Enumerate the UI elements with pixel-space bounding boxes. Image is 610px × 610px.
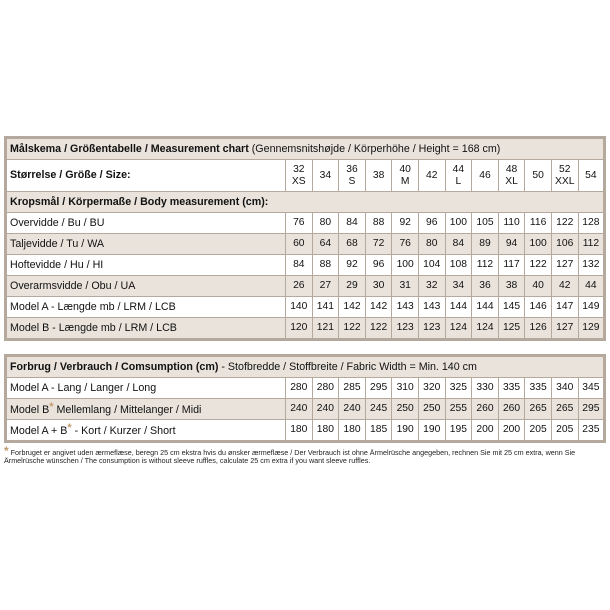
value-cell: 112 — [472, 255, 499, 276]
value-cell: 36 — [472, 276, 499, 297]
value-cell: 94 — [498, 234, 525, 255]
value-cell: 76 — [392, 234, 419, 255]
value-cell: 121 — [312, 318, 339, 340]
size-cell — [392, 160, 419, 192]
value-cell: 32 — [418, 276, 445, 297]
size-cell — [551, 160, 578, 192]
size-letter: XXL — [555, 175, 575, 187]
table-row — [6, 255, 605, 276]
size-number: 38 — [372, 169, 385, 181]
value-cell: 240 — [339, 399, 366, 420]
measurement-title-row — [6, 138, 605, 160]
value-cell: 64 — [312, 234, 339, 255]
value-cell: 143 — [418, 297, 445, 318]
value-cell: 60 — [286, 234, 313, 255]
row-label: Model A - Længde mb / LRM / LCB — [6, 297, 286, 318]
size-cell — [578, 160, 605, 192]
value-cell: 310 — [392, 378, 419, 399]
size-number: 32 — [293, 163, 305, 175]
size-number: 44 — [452, 163, 465, 175]
row-label: Overvidde / Bu / BU — [6, 213, 286, 234]
size-cell — [312, 160, 339, 192]
size-letter: M — [400, 175, 410, 187]
value-cell: 127 — [551, 318, 578, 340]
value-cell: 190 — [418, 420, 445, 442]
size-number: 40 — [399, 163, 411, 175]
size-row — [6, 160, 605, 192]
value-cell: 104 — [418, 255, 445, 276]
value-cell: 280 — [286, 378, 313, 399]
value-cell: 330 — [472, 378, 499, 399]
value-cell: 84 — [445, 234, 472, 255]
asterisk-mark: * — [67, 422, 72, 435]
size-cell — [445, 160, 472, 192]
value-cell: 122 — [525, 255, 552, 276]
value-cell: 145 — [498, 297, 525, 318]
value-cell: 255 — [445, 399, 472, 420]
body-measurement-header: Kropsmål / Körpermaße / Body measurement (cm): — [6, 192, 605, 213]
value-cell: 260 — [472, 399, 499, 420]
size-letter: XL — [505, 175, 518, 187]
value-cell: 122 — [551, 213, 578, 234]
size-cell — [525, 160, 552, 192]
size-number: 36 — [346, 163, 358, 175]
value-cell: 180 — [286, 420, 313, 442]
value-cell: 100 — [525, 234, 552, 255]
consumption-table — [4, 354, 606, 443]
value-cell: 205 — [525, 420, 552, 442]
value-cell: 146 — [525, 297, 552, 318]
value-cell: 44 — [578, 276, 605, 297]
value-cell: 260 — [498, 399, 525, 420]
value-cell: 122 — [339, 318, 366, 340]
value-cell: 200 — [498, 420, 525, 442]
value-cell: 140 — [286, 297, 313, 318]
value-cell: 185 — [365, 420, 392, 442]
table-row — [6, 318, 605, 340]
value-cell: 295 — [365, 378, 392, 399]
value-cell: 205 — [551, 420, 578, 442]
value-cell: 132 — [578, 255, 605, 276]
size-cell — [339, 160, 366, 192]
size-letter: S — [348, 175, 356, 187]
value-cell: 127 — [551, 255, 578, 276]
value-cell: 340 — [551, 378, 578, 399]
value-cell: 280 — [312, 378, 339, 399]
value-cell: 89 — [472, 234, 499, 255]
value-cell: 34 — [445, 276, 472, 297]
value-cell: 120 — [286, 318, 313, 340]
value-cell: 195 — [445, 420, 472, 442]
value-cell: 320 — [418, 378, 445, 399]
value-cell: 96 — [365, 255, 392, 276]
value-cell: 84 — [339, 213, 366, 234]
value-cell: 110 — [498, 213, 525, 234]
value-cell: 72 — [365, 234, 392, 255]
value-cell: 128 — [578, 213, 605, 234]
value-cell: 38 — [498, 276, 525, 297]
value-cell: 88 — [312, 255, 339, 276]
value-cell: 122 — [365, 318, 392, 340]
value-cell: 335 — [525, 378, 552, 399]
table-row — [6, 378, 605, 399]
value-cell: 92 — [339, 255, 366, 276]
value-cell: 105 — [472, 213, 499, 234]
size-number: 34 — [319, 169, 332, 181]
size-cell — [472, 160, 499, 192]
size-label: Størrelse / Größe / Size: — [6, 160, 286, 192]
table-row — [6, 213, 605, 234]
value-cell: 92 — [392, 213, 419, 234]
consumption-title-row — [6, 356, 605, 378]
row-label-rest: Mellemlang / Mittelanger / Midi — [53, 404, 202, 417]
footnote-star: * — [4, 444, 9, 458]
value-cell: 125 — [498, 318, 525, 340]
value-cell: 141 — [312, 297, 339, 318]
table-row — [6, 420, 605, 442]
table-row — [6, 399, 605, 420]
value-cell: 112 — [578, 234, 605, 255]
table-row — [6, 297, 605, 318]
value-cell: 250 — [418, 399, 445, 420]
body-measurement-header-row — [6, 192, 605, 213]
size-cell — [365, 160, 392, 192]
row-label-main: Model A - Lang / Langer / Long — [10, 381, 157, 394]
value-cell: 240 — [312, 399, 339, 420]
value-cell: 68 — [339, 234, 366, 255]
value-cell: 129 — [578, 318, 605, 340]
value-cell: 31 — [392, 276, 419, 297]
row-label-main: Model B — [10, 404, 50, 417]
value-cell: 116 — [525, 213, 552, 234]
value-cell: 100 — [445, 213, 472, 234]
value-cell: 40 — [525, 276, 552, 297]
value-cell: 345 — [578, 378, 605, 399]
size-number: 42 — [426, 169, 438, 181]
consumption-title: Forbrug / Verbrauch / Comsumption (cm) - Stofbredde / Stoffbreite / Fabric Width = Min. 140 cm — [6, 356, 605, 378]
size-cell — [418, 160, 445, 192]
row-label: Taljevidde / Tu / WA — [6, 234, 286, 255]
asterisk-mark: * — [49, 401, 54, 414]
row-label — [6, 378, 286, 399]
size-cell — [286, 160, 313, 192]
row-label: Model B - Længde mb / LRM / LCB — [6, 318, 286, 340]
size-number: 48 — [505, 163, 518, 175]
value-cell: 142 — [339, 297, 366, 318]
row-label-rest: - Kort / Kurzer / Short — [71, 425, 176, 438]
size-letter: XS — [291, 175, 306, 187]
value-cell: 235 — [578, 420, 605, 442]
value-cell: 285 — [339, 378, 366, 399]
table-row — [6, 234, 605, 255]
value-cell: 76 — [286, 213, 313, 234]
table-row — [6, 276, 605, 297]
value-cell: 123 — [418, 318, 445, 340]
size-number: 54 — [585, 169, 597, 181]
measurement-title: Målskema / Größentabelle / Measurement chart (Gennemsnitshøjde / Körperhöhe / Height = 168 cm) — [6, 138, 605, 160]
row-label — [6, 420, 286, 442]
size-letter: L — [455, 175, 462, 187]
value-cell: 26 — [286, 276, 313, 297]
value-cell: 124 — [472, 318, 499, 340]
value-cell: 180 — [339, 420, 366, 442]
row-label — [6, 399, 286, 420]
value-cell: 144 — [472, 297, 499, 318]
value-cell: 117 — [498, 255, 525, 276]
value-cell: 295 — [578, 399, 605, 420]
value-cell: 265 — [525, 399, 552, 420]
value-cell: 88 — [365, 213, 392, 234]
value-cell: 200 — [472, 420, 499, 442]
value-cell: 180 — [312, 420, 339, 442]
value-cell: 147 — [551, 297, 578, 318]
value-cell: 123 — [392, 318, 419, 340]
value-cell: 84 — [286, 255, 313, 276]
value-cell: 80 — [418, 234, 445, 255]
value-cell: 149 — [578, 297, 605, 318]
value-cell: 100 — [392, 255, 419, 276]
value-cell: 124 — [445, 318, 472, 340]
value-cell: 80 — [312, 213, 339, 234]
value-cell: 96 — [418, 213, 445, 234]
value-cell: 144 — [445, 297, 472, 318]
value-cell: 335 — [498, 378, 525, 399]
size-number: 50 — [532, 169, 544, 181]
value-cell: 42 — [551, 276, 578, 297]
value-cell: 142 — [365, 297, 392, 318]
value-cell: 265 — [551, 399, 578, 420]
size-cell — [498, 160, 525, 192]
value-cell: 126 — [525, 318, 552, 340]
footnote — [4, 444, 608, 466]
value-cell: 29 — [339, 276, 366, 297]
value-cell: 240 — [286, 399, 313, 420]
size-chart — [4, 136, 604, 443]
value-cell: 325 — [445, 378, 472, 399]
measurement-table — [4, 136, 606, 341]
row-label: Overarmsvidde / Obu / UA — [6, 276, 286, 297]
value-cell: 250 — [392, 399, 419, 420]
value-cell: 27 — [312, 276, 339, 297]
footnote-text: Forbruget er angivet uden ærmeflæse, beregn 25 cm ekstra hvis du ønsker ærmeflæse / Der Verbrauch ist ohne Ärmelrüsche angegeben, rechnen Sie mit 25 cm extra, wenn Sie Ärmelrüsche wünschen / The consumption is without sleeve ruffles, calculate 25 cm extra if you want sleeve ruffles. — [4, 448, 576, 466]
size-number: 52 — [559, 163, 571, 175]
value-cell: 190 — [392, 420, 419, 442]
row-label: Hoftevidde / Hu / HI — [6, 255, 286, 276]
value-cell: 245 — [365, 399, 392, 420]
value-cell: 108 — [445, 255, 472, 276]
row-label-main: Model A + B — [10, 425, 68, 438]
value-cell: 106 — [551, 234, 578, 255]
size-number: 46 — [479, 169, 491, 181]
value-cell: 143 — [392, 297, 419, 318]
value-cell: 30 — [365, 276, 392, 297]
